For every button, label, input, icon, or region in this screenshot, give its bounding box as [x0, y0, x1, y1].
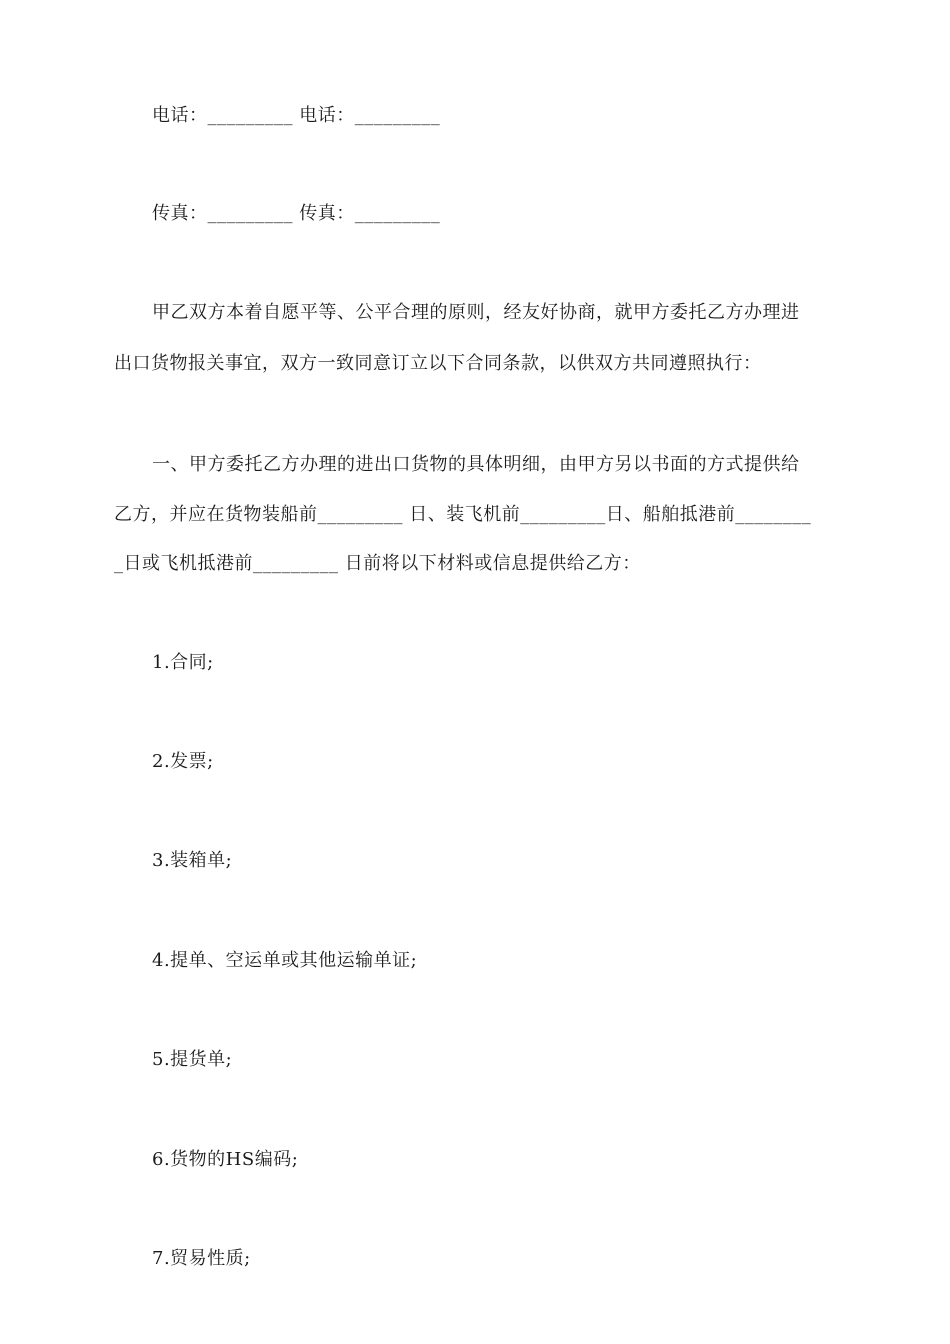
list-item: 6.货物的HS编码;	[152, 1149, 299, 1170]
list-item: 3.装箱单;	[152, 850, 233, 871]
preamble-line-1: 甲乙双方本着自愿平等、公平合理的原则，经友好协商，就甲方委托乙方办理进	[152, 302, 800, 323]
fax-line: 传真：_________ 传真：_________	[152, 203, 441, 224]
clause1-line-2: 乙方，并应在货物装船前_________ 日、装飞机前_________日、船舶抵港前________	[114, 504, 812, 525]
list-item: 4.提单、空运单或其他运输单证;	[152, 950, 418, 971]
list-item: 2.发票;	[152, 751, 214, 772]
phone-line: 电话：_________ 电话：_________	[152, 105, 441, 126]
clause1-line-3: _日或飞机抵港前_________ 日前将以下材料或信息提供给乙方：	[114, 553, 641, 574]
preamble-line-2: 出口货物报关事宜，双方一致同意订立以下合同条款，以供双方共同遵照执行：	[114, 353, 762, 374]
clause1-line-1: 一、甲方委托乙方办理的进出口货物的具体明细，由甲方另以书面的方式提供给	[152, 454, 800, 475]
list-item: 5.提货单;	[152, 1049, 233, 1070]
list-item: 1.合同;	[152, 652, 214, 673]
list-item: 7.贸易性质;	[152, 1248, 251, 1269]
